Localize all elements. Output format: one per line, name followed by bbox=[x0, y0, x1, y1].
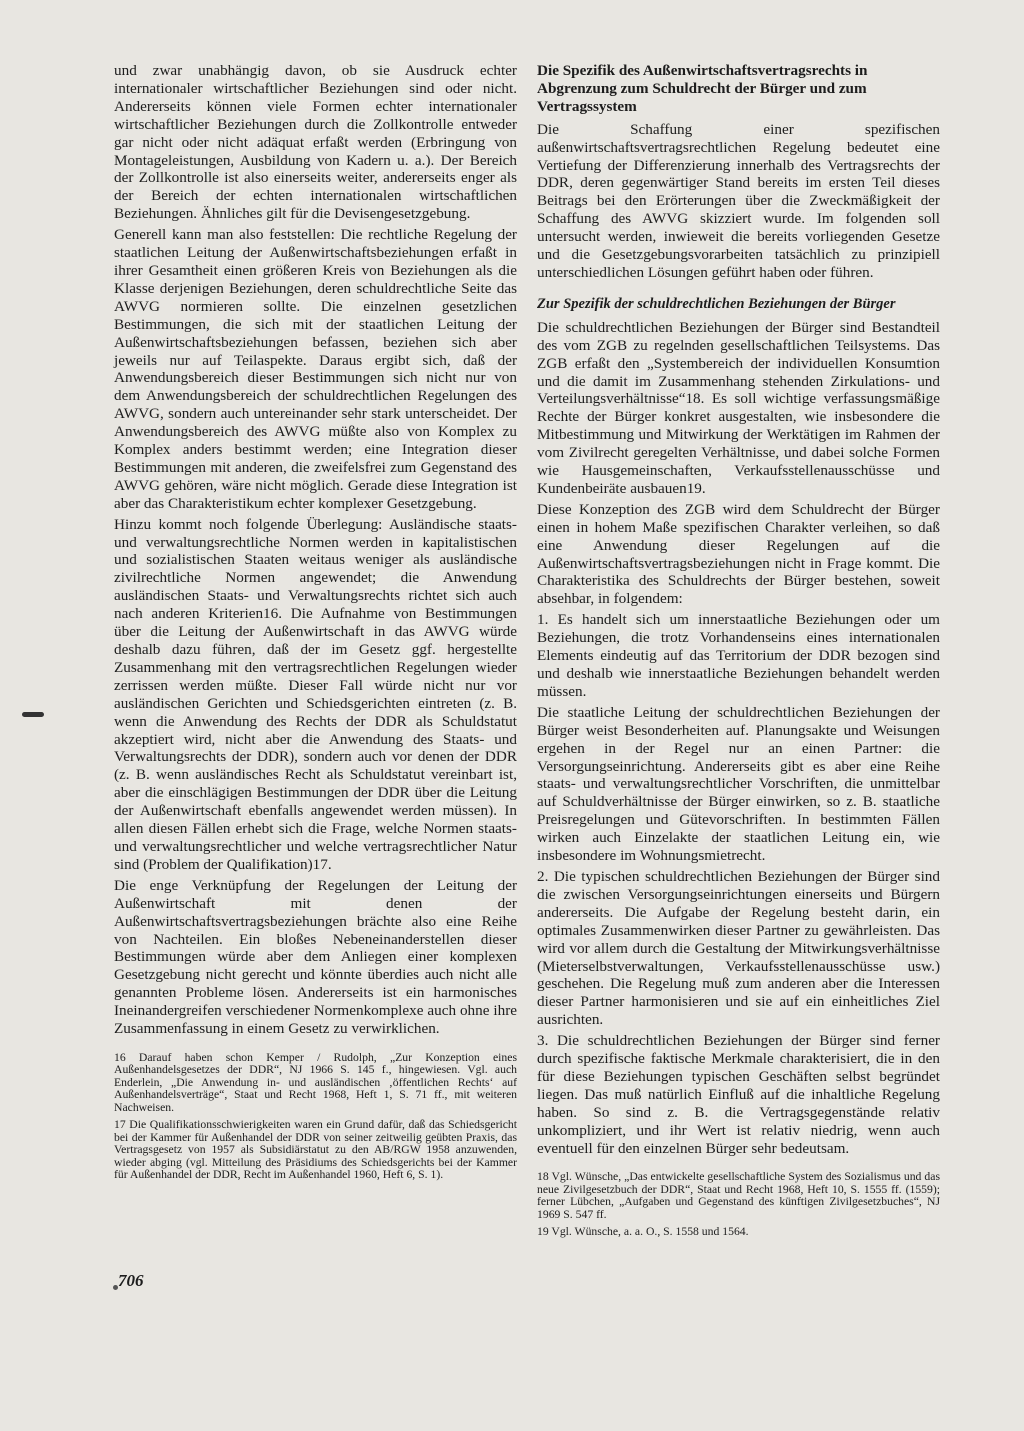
body-paragraph: Die staatliche Leitung der schuldrechtlichen Beziehungen der Bürger weist Besonderheiten auf. Planungsakte und Weisungen ergehen in der Regel nur an einen Partner: die Versorgungseinrichtung. Andererseits gibt es aber eine Reihe staats- und verwaltungsrechtlicher Vorschriften, die unmittelbar auf Schuldverhältnisse der Bürger einwirken, so z. B. staatliche Preisregelungen und Gütevorschriften. In bestimmten Fällen wirken auch Einzelakte der staatlichen Leitung ein, wie insbesondere im Wohnungsmietrecht. bbox=[537, 703, 940, 865]
footnotes-right bbox=[537, 1171, 940, 1239]
section-heading: Die Spezifik des Außenwirtschaftsvertragsrechts in Abgrenzung zum Schuldrecht der Bürger und zum Vertragssystem bbox=[537, 62, 868, 115]
left-column bbox=[114, 62, 517, 1182]
body-paragraph: Hinzu kommt noch folgende Überlegung: Ausländische staats- und verwaltungsrechtliche Normen werden in kapitalistischen und sozialistischen Staaten weitaus weniger als ausländische zivilrechtliche Normen angewendet; die Anwendung ausländischen Staats- und Verwaltungsrechts richtet sich auch nach anderen Kriterien16. Die Aufnahme von Bestimmungen über die Leitung der Außenwirtschaft in das AWVG würde deshalb dazu führen, daß der im Gesetz ggf. hergestellte Zusammenhang mit den vertragsrechtlichen Regelungen wieder zerrissen werden müßte. Dieser Fall würde nicht nur vor ausländischen Gerichten und Schiedsgerichten eintreten (z. B. wenn die Anwendung des Rechts der DDR als Schuldstatut akzeptiert wird, nicht aber die Anwendung des Staats- und Verwaltungsrechts der DDR), sondern auch vor denen der DDR (z. B. wenn ausländisches Recht als Schuldstatut vereinbart ist, aber die einschlägigen Bestimmungen der DDR über die Leitung der Außenwirtschaft ebenfalls angewendet werden müssen). In allen diesen Fällen erhebt sich die Frage, welche Normen staats- und verwaltungsrechtlicher und welche vertragsrechtlicher Natur sind (Problem der Qualifikation)17. bbox=[114, 515, 517, 873]
scan-speck bbox=[113, 1285, 118, 1290]
footnote: 19 Vgl. Wünsche, a. a. O., S. 1558 und 1564. bbox=[537, 1225, 749, 1239]
footnote: 16 Darauf haben schon Kemper / Rudolph, „Zur Konzeption eines Außenhandelsgesetzes der DDR“, NJ 1966 S. 145 f., hingewiesen. Vgl. auch Enderlein, „Die Anwendung in- und ausländischen ‚öffentlichen Rechts‘ auf Außenhandelsverträge“, Staat und Recht 1968, Heft 1, S. 71 ff., mit weiteren Nachweisen. bbox=[114, 1050, 517, 1114]
footnotes-left bbox=[114, 1052, 517, 1182]
right-column bbox=[537, 62, 940, 1239]
body-paragraph: 3. Die schuldrechtlichen Beziehungen der Bürger sind ferner durch spezifische faktische Merkmale charakterisiert, die in den für diese Beziehungen typischen Geschäften selbst begründet liegen. Das muß natürlich Einfluß auf die inhaltliche Regelung haben. So sind z. B. die Vertragsgegenstände relativ unkompliziert, und ihr Wert ist relativ niedrig, wenn auch eventuell für den einzelnen Bürger sehr bedeutsam. bbox=[537, 1032, 940, 1157]
footnote: 18 Vgl. Wünsche, „Das entwickelte gesellschaftliche System des Sozialismus und das neue Zivilgesetzbuch der DDR“, Staat und Recht 1968, Heft 10, S. 1555 ff. (1559); ferner Lübchen, „Aufgaben und Gegenstand des künftigen Zivilgesetzbuches“, NJ 1969 S. 547 ff. bbox=[537, 1170, 940, 1221]
body-paragraph: Die enge Verknüpfung der Regelungen der Leitung der Außenwirtschaft mit denen der Außenwirtschaftsvertragsbeziehungen brächte also eine Reihe von Nachteilen. Ein bloßes Nebeneinanderstellen dieser Bestimmungen würde aber dem Anliegen einer komplexen Gesetzgebung nicht gerecht und könnte überdies auch nicht alle genannten Probleme lösen. Andererseits ist ein harmonisches Ineinandergreifen verschiedener Normenkomplexe auch ohne ihre Zusammenfassung in einem Gesetz zu verwirklichen. bbox=[114, 876, 517, 1038]
body-paragraph: Die schuldrechtlichen Beziehungen der Bürger sind Bestandteil des vom ZGB zu regelnden gesellschaftlichen Teilsystems. Das ZGB erfaßt den „Systembereich der individuellen Konsumtion und die damit im Zusammenhang stehenden Zirkulations- und Verteilungsverhältnisse“18. Es soll wichtige verfassungsmäßige Rechte der Bürger konkret ausgestalten, wie insbesondere die Mitbestimmung und Mitwirkung der Werktätigen im Rahmen der vom Zivilrecht geregelten Verhältnisse, und dabei solche Formen wie Hausgemeinschaften, Verkaufsstellenausschüsse und Kundenbeiräte ausbauen19. bbox=[537, 318, 940, 497]
body-paragraph: Diese Konzeption des ZGB wird dem Schuldrecht der Bürger einen in hohem Maße spezifischen Charakter verleihen, so daß eine Anwendung dieser Regelungen auf die Außenwirtschaftsvertragsbeziehungen nicht in Frage kommt. Die Charakteristika des Schuldrechts der Bürger bestehen, soweit absehbar, in folgendem: bbox=[537, 500, 940, 608]
page-number: 706 bbox=[118, 1271, 144, 1290]
section-subheading: Zur Spezifik der schuldrechtlichen Beziehungen der Bürger bbox=[537, 295, 896, 312]
footnote: 17 Die Qualifikationsschwierigkeiten waren ein Grund dafür, daß das Schiedsgericht bei der Kammer für Außenhandel der DDR von seiner zeitweilig geübten Praxis, das Vertragsgesetz von 1957 als Subsidiärstatut zu den AB/RGW 1958 anzuwenden, wieder abging (vgl. Mitteilung des Präsidiums des Schiedsgerichts bei der Kammer für Außenhandel der DDR, Recht im Außenhandel 1960, Heft 6, S. 1). bbox=[114, 1118, 517, 1182]
body-paragraph: 1. Es handelt sich um innerstaatliche Beziehungen oder um Beziehungen, die trotz Vorhandenseins eines internationalen Elements eindeutig auf das Territorium der DDR bezogen sind und deshalb wie innerstaatliche Beziehungen behandelt werden müssen. bbox=[537, 611, 940, 700]
body-paragraph: Generell kann man also feststellen: Die rechtliche Regelung der staatlichen Leitung der Außenwirtschaftsbeziehungen erfaßt in ihrer Gesamtheit einen größeren Kreis von Beziehungen als die Klasse derjenigen Beziehungen, deren schuldrechtliche Seite das AWVG normieren sollte. Die einzelnen gesetzlichen Bestimmungen, die sich mit der staatlichen Leitung der Außenwirtschaftsbeziehungen befassen, beziehen sich aber jeweils nur auf Teilaspekte. Daraus ergibt sich, daß der Anwendungsbereich dieser Bestimmungen sich nicht nur von dem Anwendungsbereich der schuldrechtlichen Regelungen des AWVG, sondern auch untereinander sehr stark unterscheidet. Der Anwendungsbereich des AWVG müßte also von Komplex zu Komplex anders bestimmt werden; eine Integration dieser Bestimmungen mit anderen, die zweifelsfrei zum Gegenstand des AWVG gehören, wäre nicht möglich. Gerade diese Integration ist aber das Charakteristikum echter komplexer Gesetzgebung. bbox=[114, 226, 517, 512]
body-paragraph: und zwar unabhängig davon, ob sie Ausdruck echter internationaler wirtschaftlicher Beziehungen sind oder nicht. Andererseits können viele Formen echter internationaler wirtschaftlicher Beziehungen durch die Zollkontrolle entweder gar nicht oder nicht adäquat erfaßt werden (Erbringung von Montageleistungen, Ausbildung von Kadern u. a.). Der Bereich der Zollkontrolle ist also einerseits weiter, andererseits enger als der Bereich der echten internationalen wirtschaftlichen Beziehungen. Ähnliches gilt für die Devisengesetzgebung. bbox=[114, 62, 517, 223]
body-paragraph: 2. Die typischen schuldrechtlichen Beziehungen der Bürger sind die zwischen Versorgungseinrichtungen einerseits und Bürgern andererseits. Die Aufgabe der Regelung besteht darin, ein optimales Zusammenwirken dieser Partner zu gewährleisten. Das wird vor allem durch die Gestaltung der Mitwirkungsverhältnisse (Mieterselbstverwaltungen, Verkaufsstellenausschüsse usw.) geschehen. Die Regelung muß zum anderen aber die Interessen dieser Partner harmonisieren und sie auf ein einheitliches Ziel ausrichten. bbox=[537, 867, 940, 1029]
body-paragraph: Die Schaffung einer spezifischen außenwirtschaftsvertragsrechtlichen Regelung bedeutet eine Vertiefung der Differenzierung innerhalb des Vertragsrechts der DDR, deren gegenwärtiger Stand bereits im ersten Teil dieses Beitrags bei den Erörterungen über die Zweckmäßigkeit der Schaffung des AWVG skizziert wurde. Im folgenden soll untersucht werden, inwieweit die bereits vorliegenden Gesetze und die Gesetzgebungsvorarbeiten tatsächlich zu prinzipiell unterschiedlichen Lösungen geführt haben oder führen. bbox=[537, 120, 940, 281]
scan-speck bbox=[22, 712, 44, 717]
